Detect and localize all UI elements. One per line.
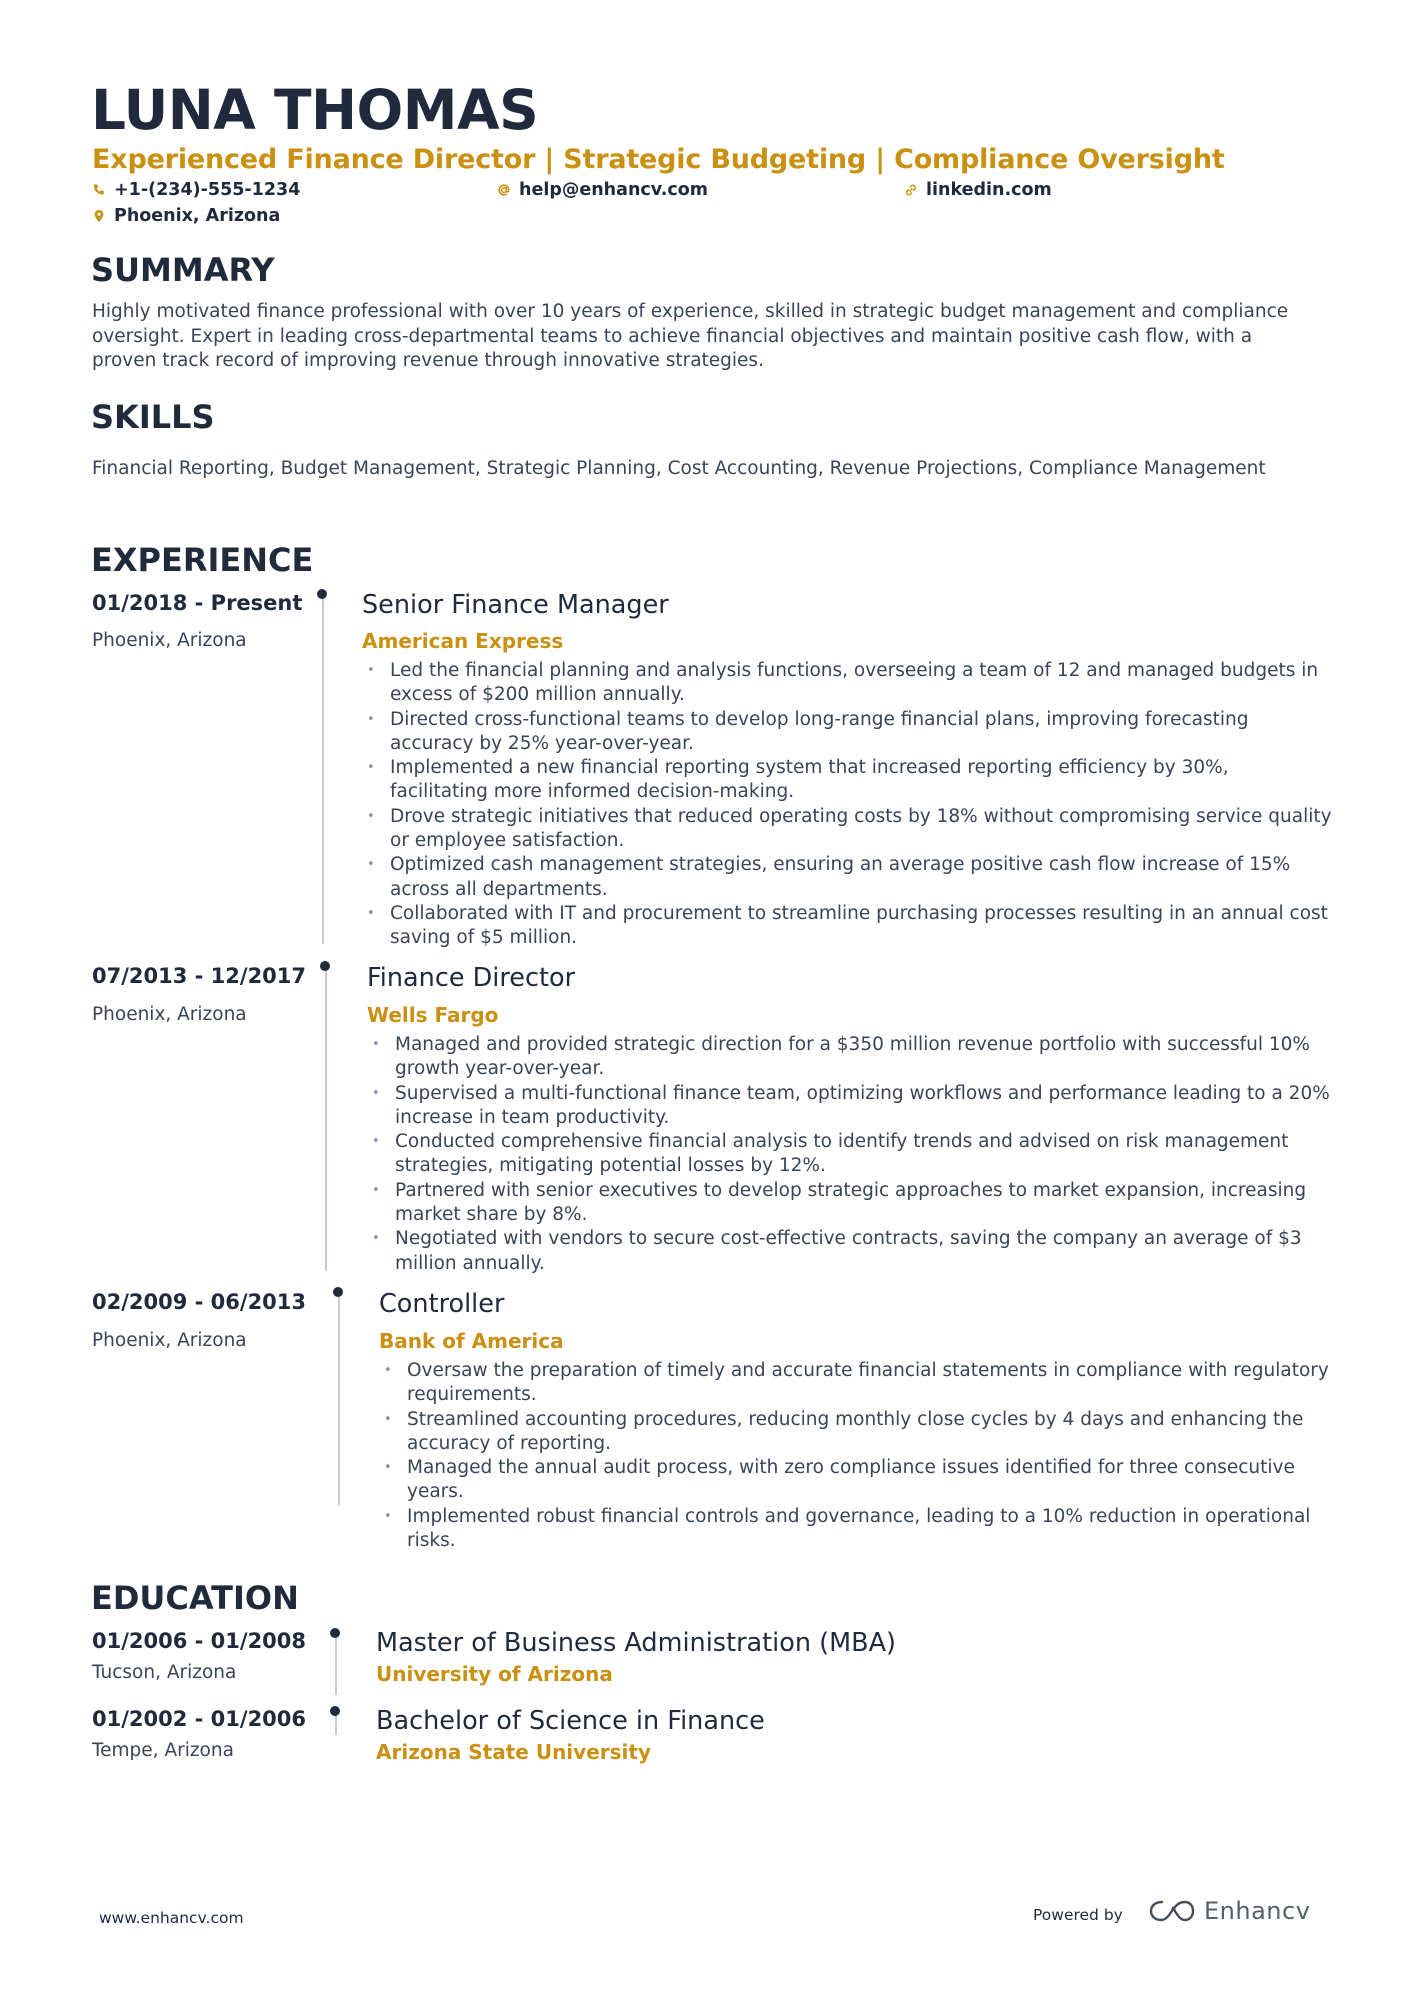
bullet-item: • Implemented robust financial controls and governance, leading to a 10% reduction in operational risks. xyxy=(379,1505,1334,1554)
powered-by-label: Powered by xyxy=(1033,1906,1123,1924)
contact-email[interactable] xyxy=(497,180,708,200)
bullet-item: • Directed cross-functional teams to develop long-range financial plans, improving forecasting accuracy by 25% year-over-year. xyxy=(362,708,1332,757)
timeline-line xyxy=(338,1292,340,1505)
timeline-dot xyxy=(333,1287,343,1297)
job-company: Bank of America xyxy=(379,1329,564,1353)
email-text: help@enhancv.com xyxy=(519,180,709,200)
edu-school: Arizona State University xyxy=(376,1740,651,1764)
location-text: Phoenix, Arizona xyxy=(114,206,281,226)
skills-text: Financial Reporting, Budget Management, Strategic Planning, Cost Accounting, Revenue Projections, Compliance Management xyxy=(92,458,1266,479)
edu-degree: Bachelor of Science in Finance xyxy=(376,1706,765,1736)
contact-linkedin[interactable] xyxy=(904,180,1052,200)
bullet-item: • Streamlined accounting procedures, reducing monthly close cycles by 4 days and enhancing the accuracy of reporting. xyxy=(379,1408,1334,1457)
candidate-name: LUNA THOMAS xyxy=(91,78,539,142)
job-location: Phoenix, Arizona xyxy=(92,1330,247,1351)
edu-location: Tempe, Arizona xyxy=(92,1740,234,1761)
bullet-item: • Drove strategic initiatives that reduced operating costs by 18% without compromising service quality or employee satisfaction. xyxy=(362,805,1332,854)
job-dates: 01/2018 - Present xyxy=(92,591,303,615)
brand-logo[interactable] xyxy=(1148,1897,1310,1925)
bullet-item: • Managed and provided strategic direction for a $350 million revenue portfolio with successful 10% growth year-over-year. xyxy=(367,1033,1332,1082)
bullet-item: • Conducted comprehensive financial analysis to identify trends and advised on risk management strategies, mitigating potential losses by 12%. xyxy=(367,1130,1332,1179)
job-dates: 02/2009 - 06/2013 xyxy=(92,1290,307,1314)
phone-icon xyxy=(92,183,106,197)
summary-text: Highly motivated finance professional with over 10 years of experience, skilled in strategic budget management and compliance oversight. Expert in leading cross-departmental teams to achieve financial objectives and maintain positive cash flow, with a proven track record of improving revenue through innovative strategies. xyxy=(92,301,1289,371)
timeline-line xyxy=(335,1633,337,1695)
summary-heading: SUMMARY xyxy=(91,251,275,289)
job-location: Phoenix, Arizona xyxy=(92,630,247,651)
candidate-tagline: Experienced Finance Director | Strategic Budgeting | Compliance Oversight xyxy=(92,144,1225,175)
job-bullets xyxy=(362,659,1332,951)
timeline-dot xyxy=(330,1628,340,1638)
location-pin-icon xyxy=(92,209,106,223)
timeline-line xyxy=(325,966,327,1271)
link-icon xyxy=(904,183,918,197)
at-icon xyxy=(497,183,511,197)
bullet-item: • Optimized cash management strategies, ensuring an average positive cash flow increase of 15% across all departments. xyxy=(362,853,1332,902)
phone-text: +1-(234)-555-1234 xyxy=(114,180,301,200)
job-role: Finance Director xyxy=(367,963,576,993)
edu-school: University of Arizona xyxy=(376,1662,613,1686)
edu-location: Tucson, Arizona xyxy=(92,1662,237,1683)
job-company: American Express xyxy=(362,629,564,653)
job-dates: 07/2013 - 12/2017 xyxy=(92,964,307,988)
timeline-line xyxy=(322,594,324,944)
job-company: Wells Fargo xyxy=(367,1003,499,1027)
bullet-item: • Supervised a multi-functional finance team, optimizing workflows and performance leading to a 20% increase in team productivity. xyxy=(367,1082,1332,1131)
timeline-dot xyxy=(317,589,327,599)
timeline-dot xyxy=(320,961,330,971)
bullet-item: • Negotiated with vendors to secure cost-effective contracts, saving the company an average of $3 million annually. xyxy=(367,1227,1332,1276)
brand-name: Enhancv xyxy=(1204,1897,1311,1925)
skills-heading: SKILLS xyxy=(91,398,215,436)
bullet-item: • Implemented a new financial reporting system that increased reporting efficiency by 30%, facilitating more informed decision-making. xyxy=(362,756,1332,805)
edu-degree: Master of Business Administration (MBA) xyxy=(376,1628,896,1658)
job-role: Senior Finance Manager xyxy=(362,590,669,620)
bullet-item: • Oversaw the preparation of timely and accurate financial statements in compliance with regulatory requirements. xyxy=(379,1359,1334,1408)
timeline-dot xyxy=(330,1706,340,1716)
experience-heading: EXPERIENCE xyxy=(91,541,314,579)
job-bullets xyxy=(379,1359,1334,1553)
job-bullets xyxy=(367,1033,1332,1276)
linkedin-text: linkedin.com xyxy=(926,180,1052,200)
bullet-item: • Partnered with senior executives to develop strategic approaches to market expansion, increasing market share by 8%. xyxy=(367,1179,1332,1228)
edu-dates: 01/2002 - 01/2006 xyxy=(92,1707,307,1731)
bullet-item: • Collaborated with IT and procurement to streamline purchasing processes resulting in an annual cost saving of $5 million. xyxy=(362,902,1332,951)
enhancv-logo-icon xyxy=(1148,1898,1196,1924)
job-location: Phoenix, Arizona xyxy=(92,1004,247,1025)
edu-dates: 01/2006 - 01/2008 xyxy=(92,1629,307,1653)
education-heading: EDUCATION xyxy=(91,1579,299,1617)
footer-url[interactable]: www.enhancv.com xyxy=(99,1909,244,1927)
contact-location xyxy=(92,206,280,226)
bullet-item: • Managed the annual audit process, with zero compliance issues identified for three consecutive years. xyxy=(379,1456,1334,1505)
bullet-item: • Led the financial planning and analysis functions, overseeing a team of 12 and managed budgets in excess of $200 million annually. xyxy=(362,659,1332,708)
job-role: Controller xyxy=(379,1289,505,1319)
contact-phone[interactable] xyxy=(92,180,300,200)
